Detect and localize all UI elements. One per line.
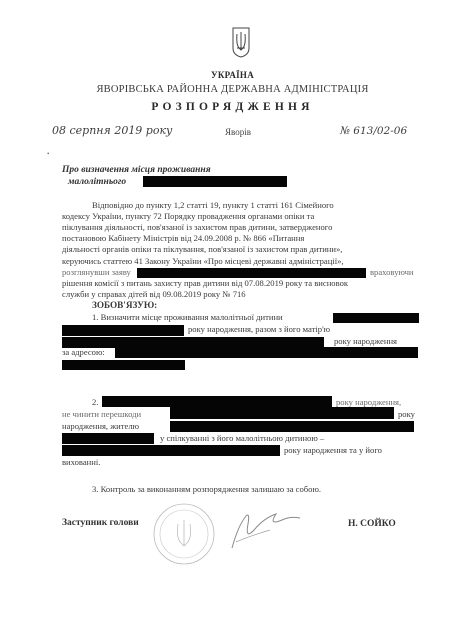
item2-line: 2. (92, 397, 99, 407)
scan-mark: • (47, 150, 50, 158)
item1-line: 1. Визначити місце проживання малолітньої дитини (92, 312, 283, 322)
oblige-heading: ЗОБОВ'ЯЗУЮ: (92, 300, 158, 310)
state-name: УКРАЇНА (210, 70, 255, 80)
trident-coat-of-arms-icon (231, 26, 251, 58)
redacted-block (62, 445, 280, 456)
preamble-line: кодексу України, пункту 72 Порядку провадження органами опіки та (62, 211, 315, 221)
redacted-block (170, 421, 414, 432)
item1-line: року народження, разом з його матір'ю (188, 324, 331, 334)
document-number: № 613/02-06 (340, 125, 408, 137)
subject-line-2: малолітнього (68, 177, 127, 187)
redacted-block (102, 396, 332, 407)
preamble-line: керуючись статтею 41 Закону України «Про місцеві державні адміністрації», (62, 256, 344, 266)
item2-line: вихованні. (62, 457, 101, 467)
item2-line: року народження та у його (284, 445, 382, 455)
item3-line: 3. Контроль за виконанням розпорядження залишаю за собою. (92, 484, 322, 494)
item1-line: року народження (334, 336, 398, 346)
subject-line-1: Про визначення місця проживання (62, 165, 211, 175)
redacted-block (115, 347, 418, 358)
preamble-line: розглянувши заяву (62, 267, 131, 277)
preamble-line: піклування діяльності, пов'язаної із захистом прав дитини, затвердженого (62, 222, 333, 232)
preamble-line: постановою Кабінету Міністрів від 24.09.2008 р. № 866 «Питання (62, 233, 305, 243)
preamble-line: служби у справах дітей від 09.08.2019 року № 716 (62, 289, 246, 299)
document-date: 08 серпня 2019 року (52, 124, 173, 137)
item2-line: народження, жителю (62, 421, 140, 431)
item2-line: року народження, (336, 397, 402, 407)
item2-line: у спілкуванні з його малолітньою дитиною – (160, 433, 325, 443)
preamble-line: діяльності органів опіки та піклування, пов'язаної із захистом прав дитини», (62, 244, 343, 254)
administration-name: ЯВОРІВСЬКА РАЙОННА ДЕРЖАВНА АДМІНІСТРАЦІЯ (96, 84, 369, 95)
item2-line: року (398, 409, 415, 419)
signatory-name: Н. СОЙКО (348, 519, 396, 529)
preamble-line: рішення комісії з питань захисту прав дитини від 07.08.2019 року та висновок (62, 278, 349, 288)
item1-line: за адресою: (62, 347, 105, 357)
redacted-block (62, 433, 154, 444)
redacted-block (143, 176, 287, 187)
preamble-line: Відповідно до пункту 1,2 статті 19, пункту 1 статті 161 Сімейного (92, 200, 334, 210)
official-seal-and-signature (150, 496, 360, 566)
redacted-block (62, 360, 185, 370)
item2-line: не чинити перешкоди (62, 409, 142, 419)
redacted-block (333, 313, 419, 323)
document-type-title: РОЗПОРЯДЖЕННЯ (151, 101, 314, 113)
redacted-block (137, 268, 366, 278)
signatory-position: Заступник голови (62, 518, 139, 528)
preamble-line: враховуючи (370, 267, 414, 277)
document-place: Яворів (225, 127, 251, 137)
redacted-block (170, 407, 394, 419)
redacted-block (62, 325, 184, 336)
